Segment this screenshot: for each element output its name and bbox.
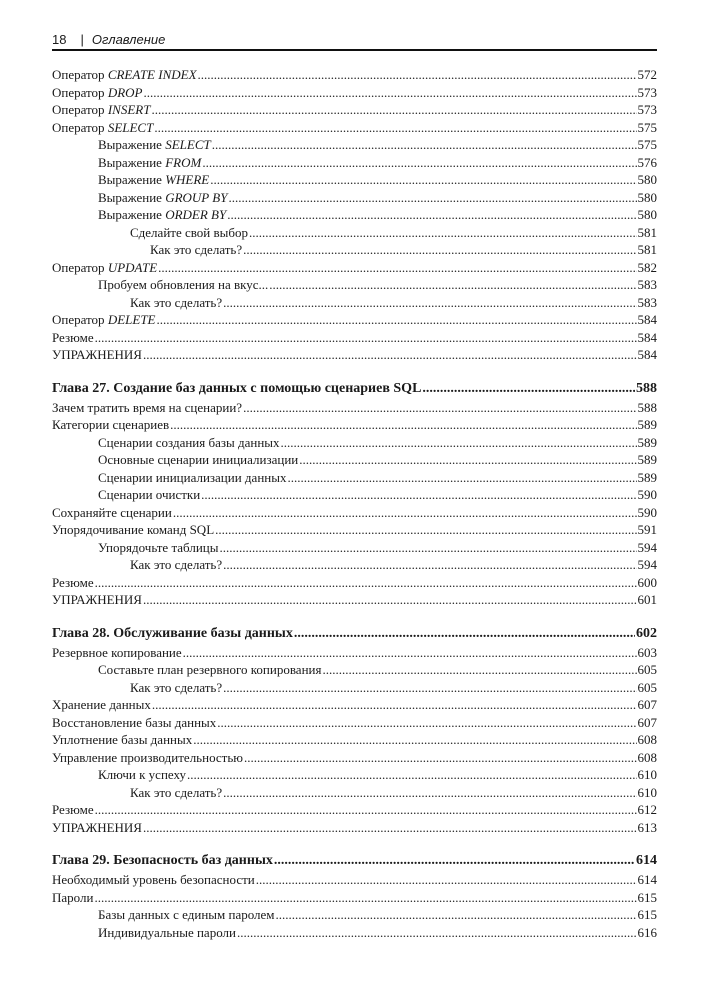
toc-entry-text: Как это сделать? [130, 784, 223, 800]
toc-entry-text: Необходимый уровень безопасности [52, 872, 255, 887]
dot-leader [276, 906, 637, 924]
toc-entry-text: Глава 29. Безопасность баз данных [52, 853, 273, 868]
toc-entry-title [98, 766, 186, 784]
dot-leader [215, 521, 636, 539]
dot-leader [223, 784, 636, 802]
dot-leader [237, 924, 637, 942]
toc-page-number: 613 [637, 819, 657, 835]
toc-page-number: 591 [637, 522, 657, 537]
dot-leader [152, 696, 637, 714]
toc-entry-sql-keyword: ORDER BY [165, 207, 227, 222]
running-title: Оглавление [91, 32, 166, 47]
dot-leader [256, 871, 637, 889]
toc-page-number: 580 [637, 189, 657, 205]
toc-entry-text: Оператор [52, 102, 108, 117]
dot-leader [187, 766, 636, 784]
toc-entry[interactable] [52, 451, 657, 469]
toc-entry[interactable] [52, 591, 657, 609]
toc-entry-title [98, 434, 280, 452]
dot-leader [322, 661, 636, 679]
dot-leader [156, 311, 636, 329]
toc-entry[interactable] [52, 224, 657, 242]
toc-entry-sql-keyword: CREATE INDEX [107, 67, 197, 82]
toc-entry-text: Пробуем обновления на вкус... [98, 277, 269, 292]
dot-leader [287, 469, 636, 487]
toc-page-number: 607 [637, 697, 657, 712]
toc-entry[interactable] [52, 924, 657, 942]
toc-entry[interactable] [52, 206, 657, 224]
toc-page-number: 614 [636, 853, 657, 868]
toc-entry[interactable] [52, 504, 657, 522]
toc-page-number: 614 [637, 872, 657, 887]
toc-page-number: 608 [637, 749, 657, 765]
toc-entry-title [98, 539, 219, 557]
toc-entry[interactable] [52, 679, 657, 697]
toc-page-number: 588 [637, 399, 657, 415]
toc-entry-text: Резервное копирование [52, 644, 182, 660]
toc-entry[interactable] [52, 749, 657, 767]
toc-entry-text: Оператор [52, 67, 108, 82]
toc-entry-title [52, 819, 142, 837]
toc-entry-text: Как это сделать? [130, 679, 223, 695]
toc-entry-title [150, 241, 242, 259]
dot-leader [249, 224, 637, 242]
dot-leader [95, 801, 637, 819]
toc-page-number: 603 [637, 644, 657, 660]
toc-entry[interactable] [52, 311, 657, 329]
toc-entry-text: Резюме [52, 802, 94, 817]
toc-entry-title [98, 154, 201, 172]
dot-leader [201, 486, 636, 504]
toc-entry[interactable] [52, 189, 657, 207]
toc-entry[interactable] [52, 819, 657, 837]
toc-entry-sql-keyword: SELECT [165, 137, 211, 152]
toc-entry[interactable] [52, 101, 657, 119]
toc-page-number: 601 [637, 592, 657, 607]
toc-entry-title [98, 469, 286, 487]
toc-entry-title [52, 416, 169, 434]
toc-page-number: 589 [637, 434, 657, 450]
toc-entry[interactable] [52, 486, 657, 504]
toc-entry-title [52, 521, 214, 539]
toc-entry-title [52, 574, 94, 592]
dot-leader [227, 206, 636, 224]
toc-entry-text: Резюме [52, 574, 94, 590]
toc-entry-title [52, 84, 142, 102]
page-number: 18 [52, 32, 67, 47]
dot-leader [422, 379, 635, 399]
toc-entry-title [98, 924, 236, 942]
toc-entry-text: Базы данных с единым паролем [98, 907, 275, 922]
toc-page-number: 580 [637, 207, 657, 222]
header-separator: | [80, 32, 84, 47]
toc-page-number: 573 [637, 84, 657, 100]
toc-entry-title [130, 784, 222, 802]
toc-page-number: 573 [637, 102, 657, 117]
toc-page-number: 580 [637, 172, 657, 187]
toc-entry-text: Хранение данных [52, 697, 151, 712]
toc-entry[interactable] [52, 66, 657, 84]
toc-entry-text: Пароли [52, 889, 94, 905]
toc-entry-text: Глава 28. Обслуживание базы данных [52, 625, 293, 641]
toc-entry-title [52, 504, 172, 522]
toc-entry-title [52, 101, 150, 119]
toc-entry-text: Как это сделать? [130, 294, 223, 310]
toc-entry-title [52, 311, 155, 329]
dot-leader [223, 679, 636, 697]
toc-entry[interactable] [52, 801, 657, 819]
toc-entry-sql-keyword: WHERE [165, 172, 210, 187]
toc-page-number: 581 [637, 242, 657, 257]
toc-entry-text: Уплотнение базы данных [52, 732, 193, 747]
toc-entry[interactable] [52, 136, 657, 154]
toc-entry-text: Выражение [98, 207, 166, 222]
toc-entry-text: Управление производительностью [52, 749, 243, 765]
toc-entry-title [52, 889, 93, 907]
dot-leader [223, 294, 636, 312]
dot-leader [143, 346, 637, 364]
toc-entry-title [98, 189, 227, 207]
dot-leader [151, 101, 636, 119]
toc-entry-title [52, 696, 151, 714]
toc-entry-text: Категории сценариев [52, 417, 170, 432]
toc-entry[interactable] [52, 154, 657, 172]
toc-entry[interactable] [52, 416, 657, 434]
toc-page-number: 588 [636, 380, 657, 396]
dot-leader [299, 451, 636, 469]
toc-entry-title [130, 556, 222, 574]
dot-leader [193, 731, 636, 749]
dot-leader [294, 624, 635, 644]
toc-entry-title [52, 399, 242, 417]
toc-entry-title [98, 451, 298, 469]
toc-entry[interactable] [52, 119, 657, 137]
toc-entry-title [52, 346, 142, 364]
toc-entry-title [130, 679, 222, 697]
toc-entry-title [98, 486, 200, 504]
toc-page-number: 605 [637, 679, 657, 695]
toc-entry[interactable] [52, 661, 657, 679]
toc-entry[interactable] [52, 399, 657, 417]
page-header [52, 31, 657, 51]
dot-leader [243, 399, 636, 417]
toc-entry-sql-keyword: SELECT [107, 119, 154, 135]
dot-leader [95, 574, 637, 592]
toc-entry[interactable] [52, 556, 657, 574]
toc-entry-sql-keyword: DROP [107, 84, 143, 100]
toc-entry-text: Как это сделать? [150, 242, 243, 257]
toc-entry-text: Выражение [98, 137, 166, 152]
dot-leader [198, 66, 637, 84]
toc-entry-text: Оператор [52, 119, 108, 135]
toc-entry[interactable] [52, 276, 657, 294]
toc-entry[interactable] [52, 469, 657, 487]
toc-page-number: 584 [637, 347, 657, 362]
toc-page-number: 581 [637, 224, 657, 240]
toc-entry[interactable] [52, 539, 657, 557]
toc-page-number: 589 [637, 452, 657, 467]
toc-entry-title [52, 714, 216, 732]
toc-entry-title [52, 871, 255, 889]
toc-entry-title [98, 171, 209, 189]
toc-page-number: 610 [637, 767, 657, 782]
dot-leader [143, 819, 637, 837]
toc-page-number: 610 [637, 784, 657, 800]
dot-leader [220, 539, 637, 557]
toc-entry-text: Основные сценарии инициализации [98, 452, 299, 467]
toc-page-number: 582 [637, 259, 657, 275]
toc-entry-sql-keyword: UPDATE [107, 259, 158, 275]
toc-entry-title [98, 661, 321, 679]
toc-page-number: 590 [637, 504, 657, 520]
toc-entry-title [52, 379, 421, 399]
dot-leader [173, 504, 637, 522]
toc-entry[interactable] [52, 329, 657, 347]
toc-entry-sql-keyword: DELETE [107, 312, 156, 327]
toc-entry[interactable] [52, 521, 657, 539]
toc-page-number: 584 [637, 312, 657, 327]
toc-entry[interactable] [52, 171, 657, 189]
toc-page-number: 575 [637, 137, 657, 152]
toc-entry-title [52, 731, 192, 749]
toc-entry-text: Оператор [52, 84, 108, 100]
dot-leader [183, 644, 637, 662]
toc-entry[interactable] [52, 346, 657, 364]
dot-leader [170, 416, 636, 434]
dot-leader [210, 171, 636, 189]
toc-chapter-entry[interactable] [52, 624, 657, 644]
toc-chapter-entry[interactable] [52, 379, 657, 399]
dot-leader [154, 119, 636, 137]
toc-entry-text: Сделайте свой выбор [130, 224, 248, 240]
toc-entry-title [98, 906, 275, 924]
toc-entry-title [52, 624, 293, 644]
toc-entry-title [98, 136, 211, 154]
toc-entry-title [52, 851, 273, 871]
toc-page-number: 589 [637, 417, 657, 432]
toc-entry-title [130, 224, 248, 242]
toc-entry-text: Оператор [52, 312, 108, 327]
toc-entry-text: Сценарии инициализации данных [98, 469, 287, 485]
dot-leader [228, 189, 636, 207]
toc-page-number: 605 [637, 662, 657, 677]
dot-leader [95, 329, 637, 347]
toc-entry-text: УПРАЖНЕНИЯ [52, 819, 142, 835]
dot-leader [158, 259, 636, 277]
toc-page-number: 612 [637, 802, 657, 817]
toc-entry-text: Зачем тратить время на сценарии? [52, 399, 243, 415]
toc-entry[interactable] [52, 889, 657, 907]
toc-entry-text: Сценарии создания базы данных [98, 434, 280, 450]
dot-leader [269, 276, 636, 294]
toc-entry-text: Восстановление базы данных [52, 714, 217, 730]
toc-entry[interactable] [52, 259, 657, 277]
toc-entry[interactable] [52, 84, 657, 102]
dot-leader [281, 434, 637, 452]
toc-entry-title [130, 294, 222, 312]
toc-entry-text: Индивидуальные пароли [98, 924, 236, 940]
dot-leader [143, 591, 637, 609]
table-of-contents [52, 66, 657, 941]
toc-entry-text: Сценарии очистки [98, 487, 201, 502]
toc-page-number: 583 [637, 277, 657, 292]
toc-page-number: 589 [637, 469, 657, 485]
toc-entry[interactable] [52, 434, 657, 452]
toc-page-number: 594 [637, 539, 657, 555]
toc-entry-title [52, 119, 153, 137]
dot-leader [94, 889, 636, 907]
toc-entry-sql-keyword: INSERT [107, 102, 151, 117]
toc-page-number: 584 [637, 329, 657, 345]
toc-entry-text: Выражение [98, 154, 166, 170]
toc-entry-text: Упорядочьте таблицы [98, 539, 219, 555]
toc-entry-title [98, 276, 268, 294]
toc-entry-text: Резюме [52, 329, 94, 345]
toc-entry[interactable] [52, 644, 657, 662]
dot-leader [244, 749, 637, 767]
toc-entry-text: Упорядочивание команд SQL [52, 522, 215, 537]
toc-entry-sql-keyword: FROM [165, 154, 202, 170]
toc-entry-title [52, 644, 182, 662]
toc-entry-sql-keyword: GROUP BY [165, 189, 228, 205]
toc-entry[interactable] [52, 871, 657, 889]
toc-page-number: 607 [637, 714, 657, 730]
toc-page-number: 602 [636, 625, 657, 641]
toc-page-number: 594 [637, 557, 657, 572]
dot-leader [202, 154, 636, 172]
toc-entry[interactable] [52, 294, 657, 312]
toc-entry-text: Сохраняйте сценарии [52, 504, 172, 520]
toc-entry[interactable] [52, 784, 657, 802]
toc-entry-text: Выражение [98, 189, 166, 205]
toc-page-number: 616 [637, 924, 657, 940]
toc-entry-text: Глава 27. Создание баз данных с помощью сценариев SQL [52, 380, 422, 396]
toc-entry-title [52, 66, 197, 84]
toc-entry-text: УПРАЖНЕНИЯ [52, 592, 142, 607]
toc-entry-text: Выражение [98, 172, 166, 187]
toc-entry-text: Как это сделать? [130, 557, 223, 572]
toc-entry-title [52, 329, 94, 347]
dot-leader [212, 136, 637, 154]
toc-entry[interactable] [52, 714, 657, 732]
toc-entry-text: Ключи к успеху [98, 767, 187, 782]
dot-leader [243, 241, 636, 259]
dot-leader [217, 714, 636, 732]
toc-entry-text: Составьте план резервного копирования [98, 662, 322, 677]
toc-entry-title [52, 749, 243, 767]
toc-page-number: 572 [637, 67, 657, 82]
toc-entry-title [52, 591, 142, 609]
toc-page-number: 615 [637, 889, 657, 905]
toc-page-number: 590 [637, 487, 657, 502]
toc-entry-title [52, 801, 94, 819]
toc-entry[interactable] [52, 731, 657, 749]
toc-page-number: 583 [637, 294, 657, 310]
toc-page-number: 608 [637, 732, 657, 747]
toc-entry-title [98, 206, 226, 224]
toc-page-number: 600 [637, 574, 657, 590]
toc-page-number: 575 [637, 119, 657, 135]
toc-page-number: 576 [637, 154, 657, 170]
toc-entry[interactable] [52, 696, 657, 714]
toc-chapter-entry[interactable] [52, 851, 657, 871]
toc-entry-text: Оператор [52, 259, 108, 275]
toc-entry-title [52, 259, 157, 277]
dot-leader [143, 84, 636, 102]
toc-entry[interactable] [52, 574, 657, 592]
dot-leader [274, 851, 635, 871]
toc-entry-text: УПРАЖНЕНИЯ [52, 347, 142, 362]
toc-entry[interactable] [52, 766, 657, 784]
toc-entry[interactable] [52, 241, 657, 259]
toc-page-number: 615 [637, 907, 657, 922]
toc-entry[interactable] [52, 906, 657, 924]
dot-leader [223, 556, 636, 574]
